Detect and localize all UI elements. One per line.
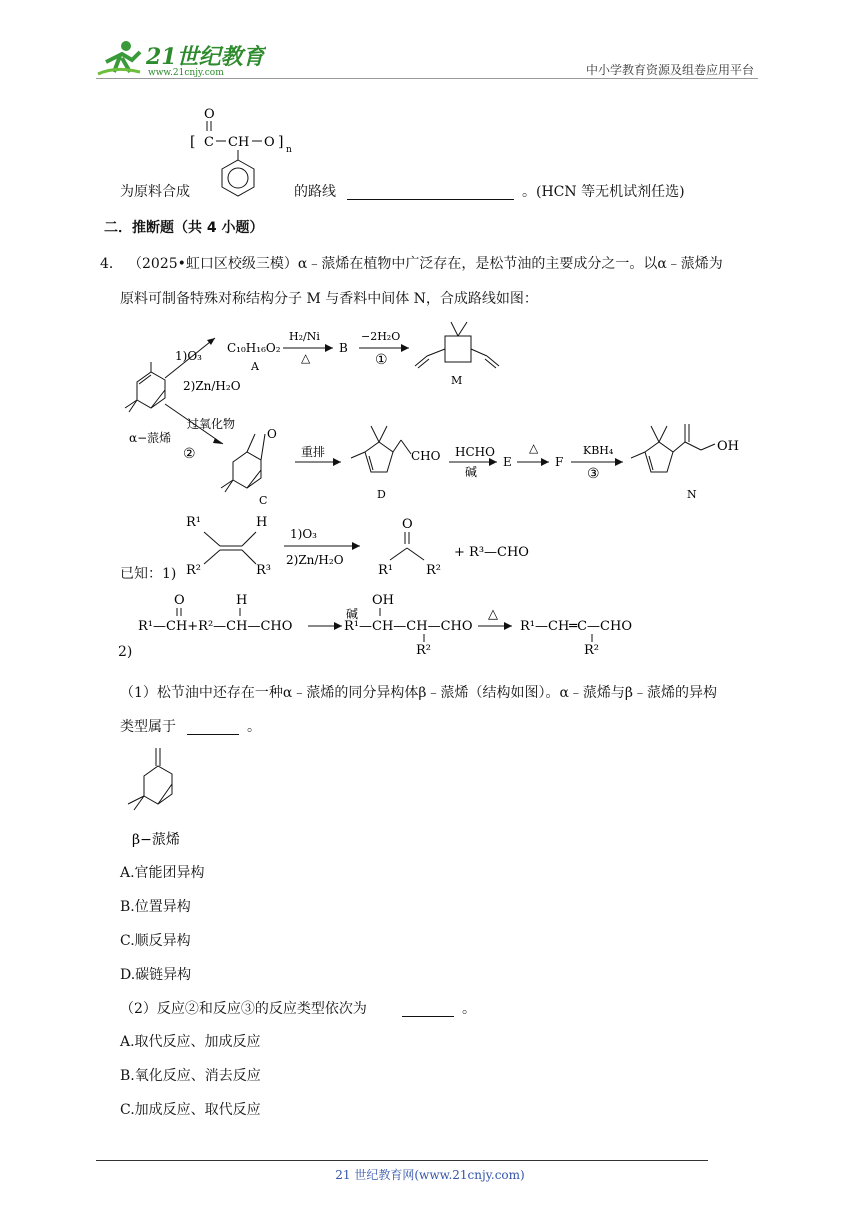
svg-text:2)Zn/H₂O: 2)Zn/H₂O <box>286 553 344 567</box>
svg-text:O: O <box>204 107 215 122</box>
section-title: 二．推断题（共 4 小题） <box>104 220 264 236</box>
svg-text:R²: R² <box>416 643 431 658</box>
runner-icon <box>98 41 140 74</box>
compound-C-label: C <box>259 494 268 507</box>
sub1-option-a[interactable]: A.官能团异构 <box>120 865 205 881</box>
header-platform-text: 中小学教育资源及组卷应用平台 <box>585 63 754 77</box>
svg-text:R¹: R¹ <box>186 515 201 530</box>
svg-text:②: ② <box>183 446 196 462</box>
svg-text:碱: 碱 <box>465 465 478 479</box>
sub1-answer-blank[interactable] <box>187 720 239 735</box>
logo-text: 21世纪教育 <box>146 44 265 70</box>
svg-text:]: ] <box>278 134 284 150</box>
known-reaction-1 <box>180 512 560 582</box>
beta-pinene-structure <box>116 744 206 850</box>
question-line1: （2025•虹口区校级三模）α﹣蒎烯在植物中广泛存在，是松节油的主要成分之一。以α﹣蒎烯为 <box>128 256 723 272</box>
compound-D-structure <box>351 426 411 472</box>
svg-text:HCHO: HCHO <box>455 445 495 459</box>
svg-text:[: [ <box>190 134 196 150</box>
known-label-2: 2) <box>118 644 133 660</box>
svg-text:①: ① <box>375 352 388 368</box>
compound-M-structure <box>415 322 499 368</box>
compound-C-structure <box>221 434 265 492</box>
sub2-answer-blank[interactable] <box>402 1002 454 1017</box>
intro-suffix: 。(HCN 等无机试剂任选) <box>522 184 685 200</box>
svg-text:重排: 重排 <box>301 445 326 459</box>
sub1-line2a: 类型属于 <box>120 719 176 735</box>
svg-text:O: O <box>174 593 185 608</box>
svg-text:n: n <box>286 145 292 155</box>
footer-divider <box>96 1160 708 1161</box>
sub2-option-a[interactable]: A.取代反应、加成反应 <box>120 1034 261 1050</box>
svg-text:R²: R² <box>426 563 441 578</box>
svg-text:−2H₂O: −2H₂O <box>361 330 401 343</box>
svg-text:H₂/Ni: H₂/Ni <box>289 330 320 343</box>
sub1-line1: （1）松节油中还存在一种α﹣蒎烯的同分异构体β﹣蒎烯（结构如图）。α﹣蒎烯与β﹣蒎烯的异构 <box>120 685 718 701</box>
svg-text:2)Zn/H₂O: 2)Zn/H₂O <box>183 379 241 393</box>
svg-text:+ R³—CHO: + R³—CHO <box>454 545 529 560</box>
svg-text:O: O <box>264 135 275 150</box>
header-divider <box>96 78 758 79</box>
svg-text:过氧化物: 过氧化物 <box>187 417 236 431</box>
intro-prefix: 为原料合成 <box>120 184 190 200</box>
compound-N-label: N <box>687 488 697 501</box>
svg-text:O: O <box>267 427 277 441</box>
svg-text:△: △ <box>488 607 498 622</box>
compound-M-label: M <box>451 374 463 387</box>
svg-text:CH: CH <box>228 135 250 150</box>
sub1-option-d[interactable]: D.碳链异构 <box>120 967 192 983</box>
compound-A-label: A <box>251 360 259 373</box>
compound-N-structure <box>631 424 715 472</box>
svg-text:1)O₃: 1)O₃ <box>175 349 202 363</box>
svg-text:R²: R² <box>186 563 201 578</box>
svg-text:OH: OH <box>717 439 739 454</box>
compound-E-label: E <box>503 455 512 469</box>
svg-text:KBH₄: KBH₄ <box>583 444 614 457</box>
svg-text:OH: OH <box>372 593 394 608</box>
svg-text:R¹—CH═C—CHO: R¹—CH═C—CHO <box>520 619 632 634</box>
footer-text[interactable]: 21 世纪教育网(www.21cnjy.com) <box>335 1168 525 1182</box>
svg-text:H: H <box>236 593 248 608</box>
known-label-1: 已知：1) <box>120 566 177 582</box>
svg-text:△: △ <box>301 351 311 365</box>
sub2-line-b: 。 <box>462 1001 476 1017</box>
svg-text:③: ③ <box>587 466 600 482</box>
polymer-structure <box>190 104 300 200</box>
compound-B-label: B <box>339 341 348 355</box>
compound-F-label: F <box>555 455 564 469</box>
sub1-line2b: 。 <box>247 719 261 735</box>
svg-text:△: △ <box>529 441 539 455</box>
logo-url: www.21cnjy.com <box>148 68 224 78</box>
svg-text:R¹: R¹ <box>378 563 393 578</box>
sub2-line-a: （2）反应②和反应③的反应类型依次为 <box>120 1001 367 1017</box>
svg-text:R²: R² <box>584 643 599 658</box>
site-logo <box>96 38 266 82</box>
svg-text:O: O <box>402 517 413 532</box>
svg-text:1)O₃: 1)O₃ <box>290 527 317 541</box>
svg-text:R¹—CH+R²—CH—CHO: R¹—CH+R²—CH—CHO <box>138 619 293 634</box>
known-reaction-2 <box>138 588 658 658</box>
sub1-option-b[interactable]: B.位置异构 <box>120 899 191 915</box>
question-line2: 原料可制备特殊对称结构分子 M 与香料中间体 N，合成路线如图： <box>120 291 538 307</box>
synthesis-scheme <box>115 312 765 512</box>
sub2-option-b[interactable]: B.氧化反应、消去反应 <box>120 1068 261 1084</box>
svg-text:R¹—CH—CH—CHO: R¹—CH—CH—CHO <box>344 619 473 634</box>
svg-text:R³: R³ <box>256 563 271 578</box>
intro-middle: 的路线 <box>294 184 336 200</box>
compound-A-formula: C₁₀H₁₆O₂ <box>227 341 281 355</box>
svg-text:碱: 碱 <box>346 607 359 621</box>
answer-blank[interactable] <box>347 185 514 200</box>
svg-text:β−蒎烯: β−蒎烯 <box>132 832 180 848</box>
svg-text:CHO: CHO <box>411 449 441 463</box>
sub2-option-c[interactable]: C.加成反应、取代反应 <box>120 1102 261 1118</box>
alpha-pinene-label: α−蒎烯 <box>129 431 172 445</box>
sub1-option-c[interactable]: C.顺反异构 <box>120 933 191 949</box>
alpha-pinene-structure <box>125 362 165 412</box>
svg-text:H: H <box>256 515 268 530</box>
svg-text:C: C <box>204 135 214 150</box>
compound-D-label: D <box>377 488 386 501</box>
question-number: 4． <box>100 256 123 272</box>
